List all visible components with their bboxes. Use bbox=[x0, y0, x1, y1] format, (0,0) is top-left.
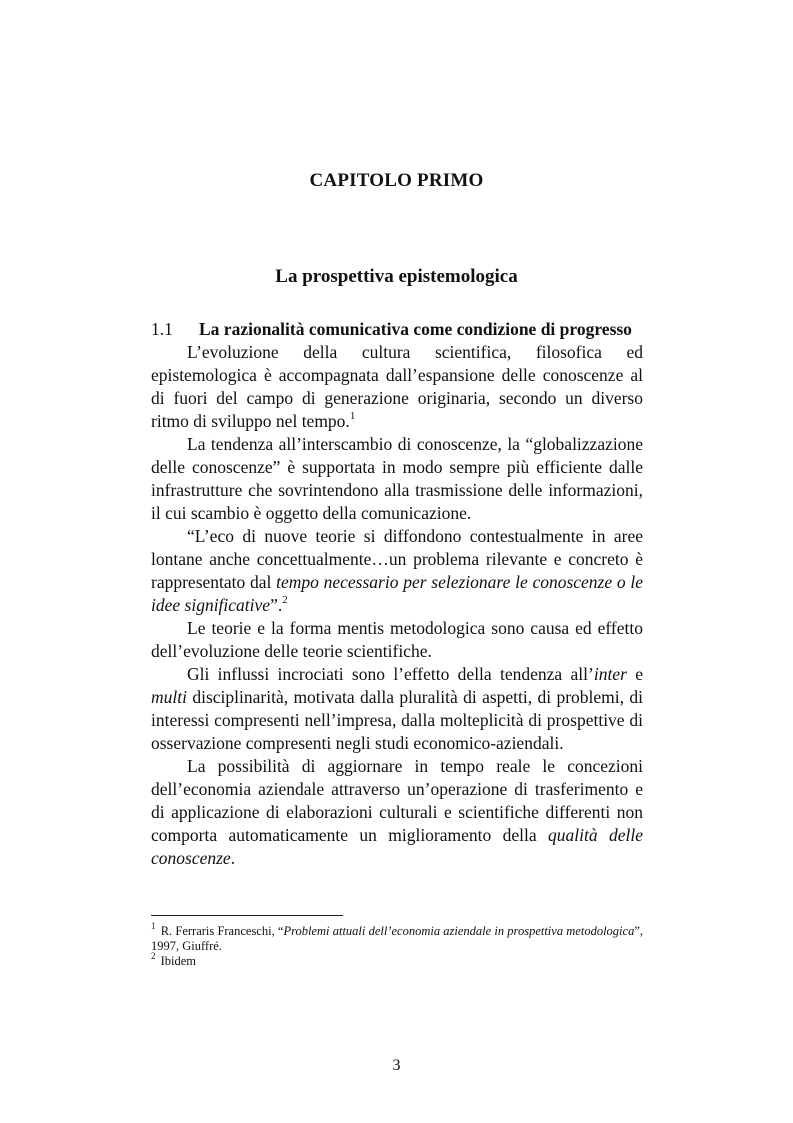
paragraph: Le teorie e la forma mentis metodologica sono causa ed effetto dell’evoluzione delle teorie scientifiche. bbox=[151, 618, 643, 661]
section-heading bbox=[151, 318, 643, 341]
footnote: $^2$ Ibidem bbox=[151, 950, 197, 968]
paragraph: “L’eco di nuove teorie si diffondono contestualmente in aree lontane anche concettualmente…un problema rilevante e concreto è rappresentato dal tempo necessario per selezionare le conoscenze o le idee significative”.$^2$ bbox=[151, 526, 643, 615]
paragraph: L’evoluzione della cultura scientifica, filosofica ed epistemologica è accompagnata dall’espansione delle conoscenze al di fuori del campo di generazione originaria, secondo un diverso ritmo di sviluppo nel tempo.$^1$ bbox=[151, 342, 643, 431]
footnote-ref[interactable]: 2 bbox=[282, 594, 288, 607]
section-title: La razionalità comunicativa come condizione di progresso bbox=[199, 319, 632, 339]
footnote-number: 2 bbox=[151, 950, 156, 961]
paragraph: Gli influssi incrociati sono l’effetto della tendenza all’inter e multi disciplinarità, motivata dalla pluralità di aspetti, di problemi, di interessi compresenti nell’impresa, dalla molteplicità di prospettive di osservazione compresenti negli studi economico-aziendali. bbox=[151, 664, 643, 753]
section-number: 1.1 bbox=[151, 319, 173, 339]
footnote-number: 1 bbox=[151, 920, 156, 931]
footnote-ref[interactable]: 1 bbox=[349, 410, 356, 423]
footnotes bbox=[151, 920, 644, 969]
section bbox=[151, 318, 643, 870]
paragraph: La possibilità di aggiornare in tempo reale le concezioni dell’economia aziendale attraverso un’operazione di trasferimento e di applicazione di elaborazioni culturali e scientifiche differenti non comporta automaticamente un miglioramento della qualità delle conoscenze. bbox=[151, 756, 643, 868]
paragraph: La tendenza all’interscambio di conoscenze, la “globalizzazione delle conoscenze” è supportata in modo sempre più efficiente dalle infrastrutture che sovrintendono alla trasmissione delle informazioni, il cui scambio è oggetto della comunicazione. bbox=[151, 434, 643, 523]
chapter-title: CAPITOLO PRIMO bbox=[309, 170, 484, 191]
part-title: La prospettiva epistemologica bbox=[275, 266, 518, 287]
page-number: 3 bbox=[392, 1057, 401, 1074]
footnote-separator bbox=[151, 915, 343, 916]
footnote: $^1$ R. Ferraris Franceschi, “Problemi attuali dell’economia aziendale in prospettiva metodologica”, 1997, Giuffré. bbox=[151, 920, 644, 953]
